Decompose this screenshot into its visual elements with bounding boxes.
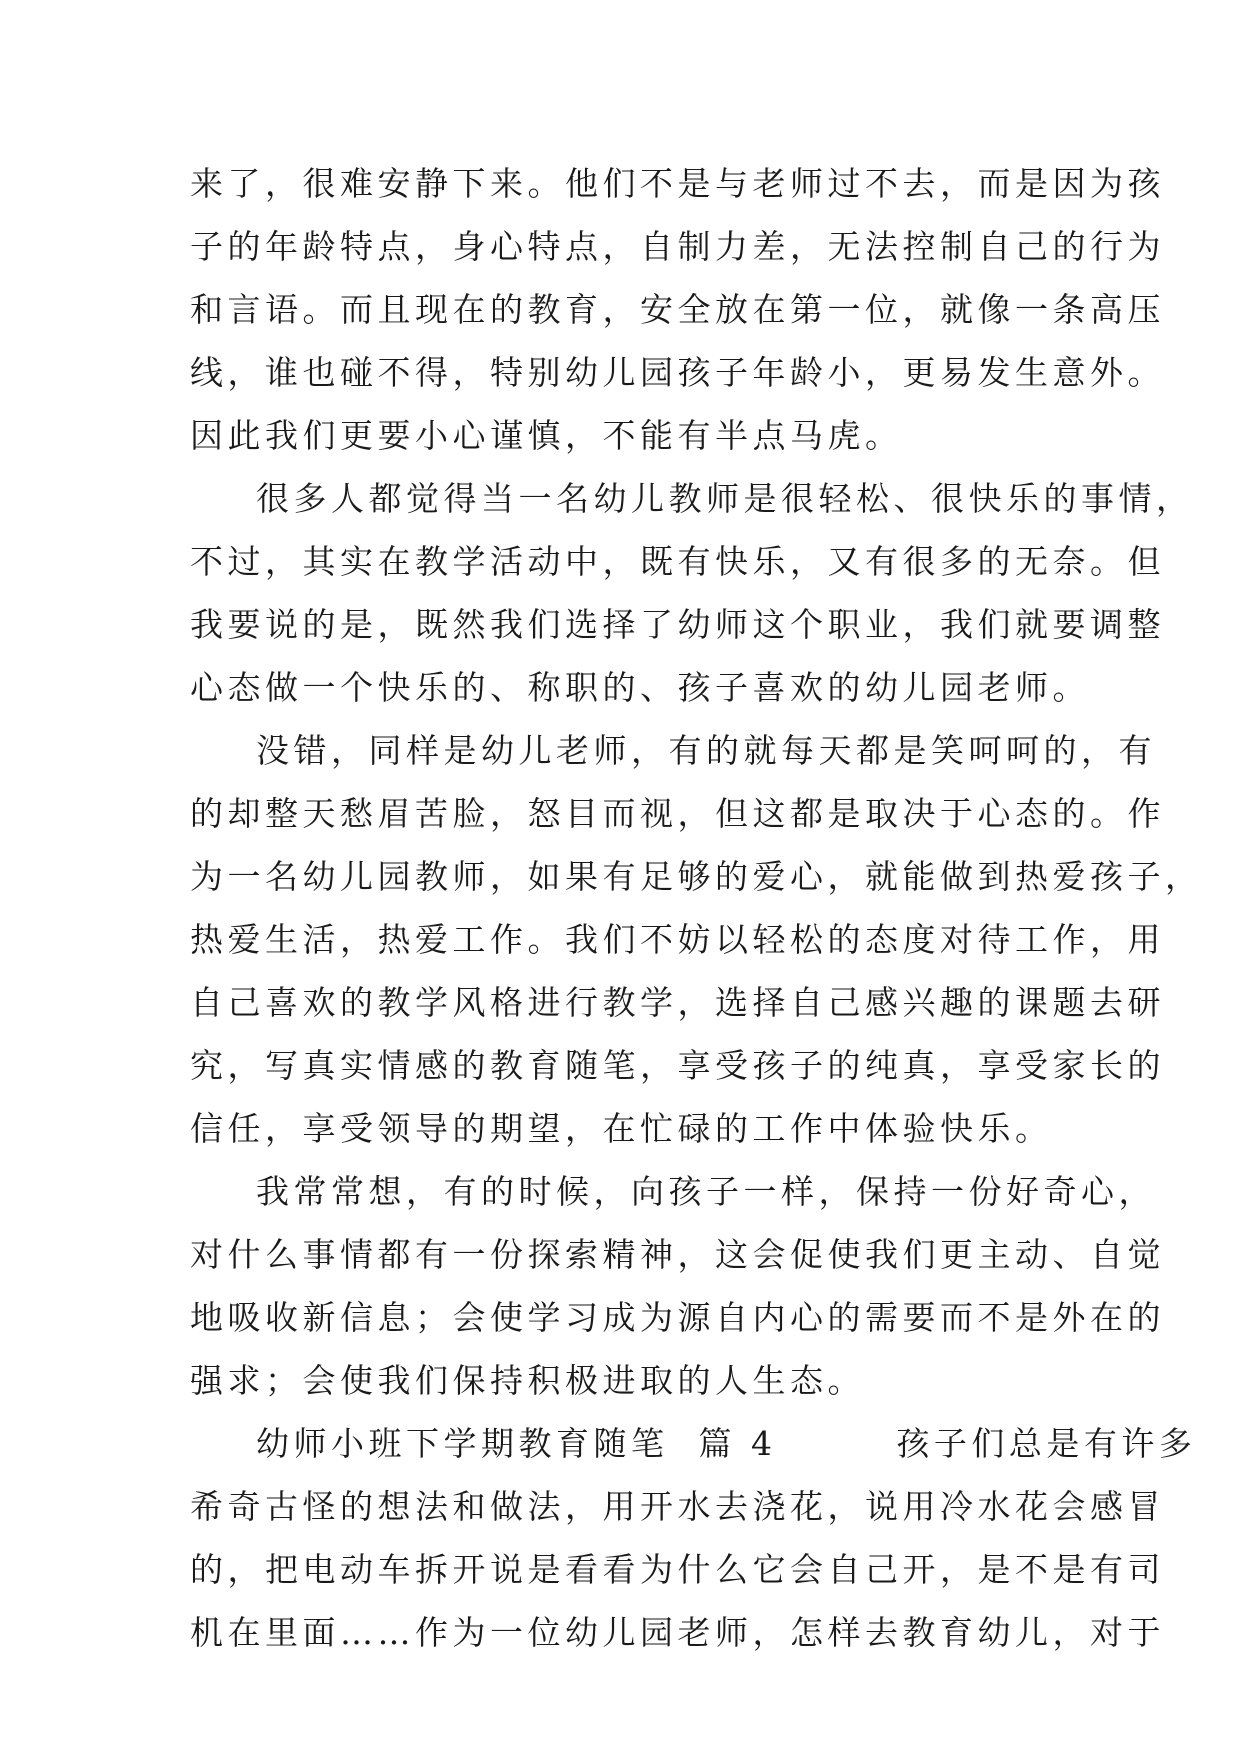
document-body bbox=[190, 152, 1203, 1664]
text-line: 来了，很难安静下来。他们不是与老师过不去，而是因为孩 bbox=[190, 164, 1165, 203]
text-line: 的却整天愁眉苦脸，怒目而视，但这都是取决于心态的。作 bbox=[190, 794, 1165, 833]
text-line: 不过，其实在教学活动中，既有快乐，又有很多的无奈。但 bbox=[190, 542, 1165, 581]
section-heading-line: 幼师小班下学期教育随笔 篇 4 孩子们总是有许多 bbox=[256, 1424, 1197, 1463]
text-line: 究，写真实情感的教育随笔，享受孩子的纯真，享受家长的 bbox=[190, 1046, 1165, 1085]
text-line: 我要说的是，既然我们选择了幼师这个职业，我们就要调整 bbox=[190, 605, 1165, 644]
text-line: 信任，享受领导的期望，在忙碌的工作中体验快乐。 bbox=[190, 1109, 1053, 1148]
text-line: 热爱生活，热爱工作。我们不妨以轻松的态度对待工作，用 bbox=[190, 920, 1165, 959]
text-line: 地吸收新信息；会使学习成为源自内心的需要而不是外在的 bbox=[190, 1298, 1165, 1337]
paragraph-first-line: 很多人都觉得当一名幼儿教师是很轻松、很快乐的事情， bbox=[256, 479, 1194, 518]
text-line: 机在里面……作为一位幼儿园老师，怎样去教育幼儿，对于 bbox=[190, 1613, 1165, 1652]
text-line: 自己喜欢的教学风格进行教学，选择自己感兴趣的课题去研 bbox=[190, 983, 1165, 1022]
text-line: 线，谁也碰不得，特别幼儿园孩子年龄小，更易发生意外。 bbox=[190, 353, 1165, 392]
text-line: 为一名幼儿园教师，如果有足够的爱心，就能做到热爱孩子， bbox=[190, 857, 1203, 896]
text-line: 的，把电动车拆开说是看看为什么它会自己开，是不是有司 bbox=[190, 1550, 1165, 1589]
text-line: 子的年龄特点，身心特点，自制力差，无法控制自己的行为 bbox=[190, 227, 1165, 266]
paragraph-first-line: 没错，同样是幼儿老师，有的就每天都是笑呵呵的，有 bbox=[256, 731, 1156, 770]
text-line: 对什么事情都有一份探索精神，这会促使我们更主动、自觉 bbox=[190, 1235, 1165, 1274]
text-line: 心态做一个快乐的、称职的、孩子喜欢的幼儿园老师。 bbox=[190, 668, 1090, 707]
text-line: 和言语。而且现在的教育，安全放在第一位，就像一条高压 bbox=[190, 290, 1165, 329]
text-line: 强求；会使我们保持积极进取的人生态。 bbox=[190, 1361, 865, 1400]
text-line: 因此我们更要小心谨慎，不能有半点马虎。 bbox=[190, 416, 903, 455]
paragraph-first-line: 我常常想，有的时候，向孩子一样，保持一份好奇心， bbox=[256, 1172, 1156, 1211]
text-line: 希奇古怪的想法和做法，用开水去浇花，说用冷水花会感冒 bbox=[190, 1487, 1165, 1526]
